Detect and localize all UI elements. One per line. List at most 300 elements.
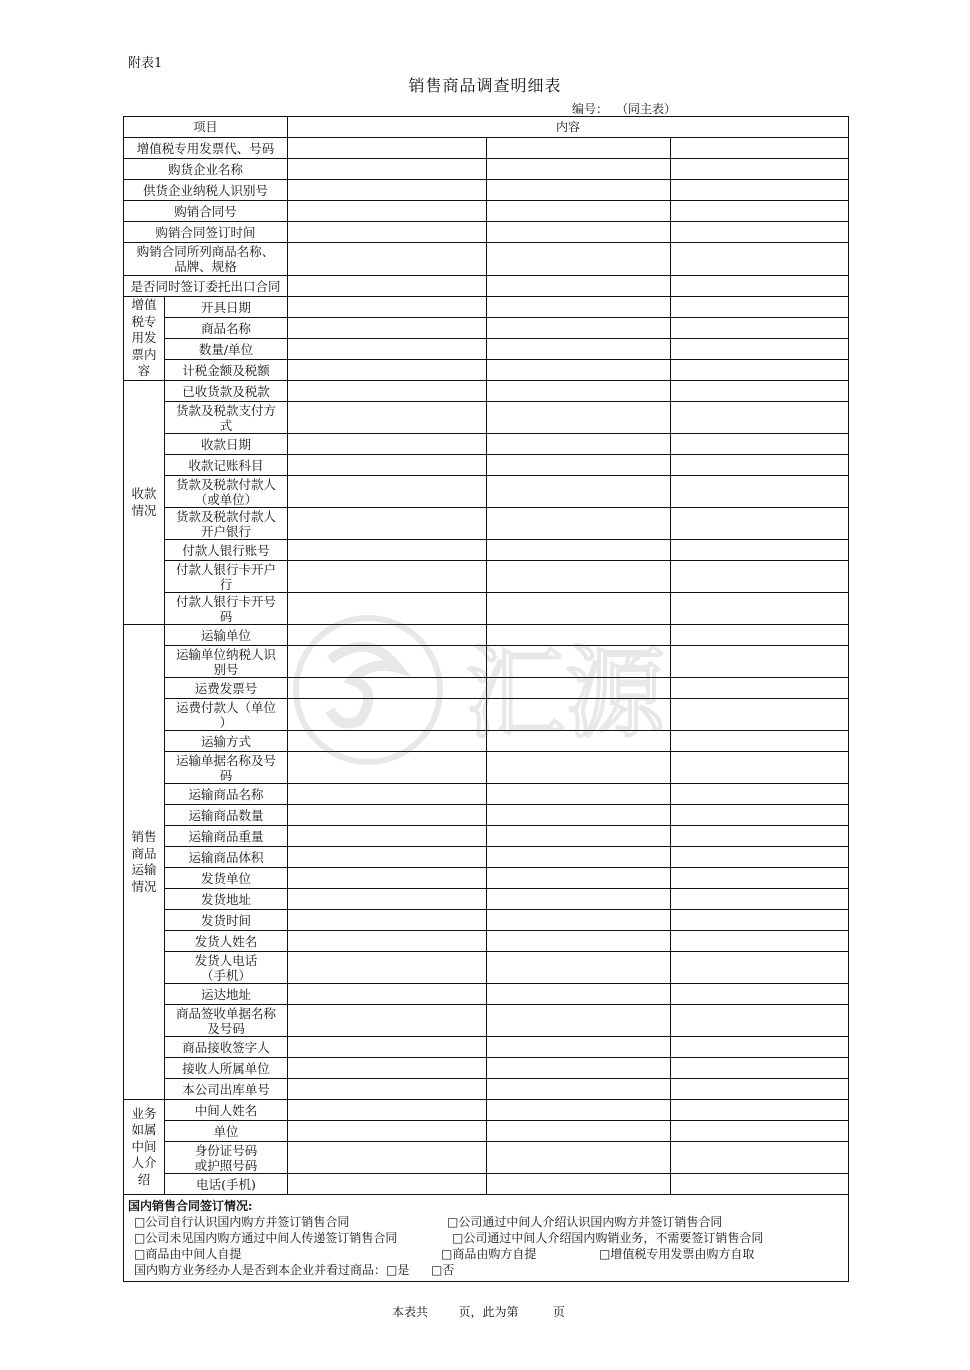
content-cell[interactable] bbox=[671, 180, 849, 201]
content-cell[interactable] bbox=[671, 1142, 849, 1174]
row-label-line: 码 bbox=[219, 608, 233, 624]
row-label-line: 运费付款人（单位 bbox=[176, 699, 277, 715]
content-cell[interactable] bbox=[487, 476, 671, 508]
content-cell[interactable] bbox=[288, 699, 487, 731]
row-label bbox=[165, 508, 288, 540]
group-label-line: 人介 bbox=[131, 1155, 157, 1171]
row-label bbox=[165, 339, 288, 360]
content-cell[interactable] bbox=[487, 381, 671, 402]
content-cell[interactable] bbox=[288, 984, 487, 1005]
content-cell[interactable] bbox=[671, 222, 849, 243]
row-label-line: 电话(手机) bbox=[196, 1176, 256, 1192]
content-cell[interactable] bbox=[487, 889, 671, 910]
content-cell[interactable] bbox=[671, 276, 849, 297]
content-cell[interactable] bbox=[288, 339, 487, 360]
row-label-line: 运输单位 bbox=[201, 627, 252, 643]
group-label-line: 收款 bbox=[131, 486, 157, 501]
table-row bbox=[124, 159, 849, 180]
content-cell[interactable] bbox=[671, 339, 849, 360]
contract-status-box bbox=[124, 1195, 849, 1282]
content-cell[interactable] bbox=[671, 1037, 849, 1058]
content-cell[interactable] bbox=[671, 159, 849, 180]
table-row bbox=[124, 318, 849, 339]
table-row bbox=[124, 593, 849, 625]
option-line bbox=[128, 1230, 838, 1246]
row-label: 供货企业纳税人识别号 bbox=[124, 180, 288, 201]
row-label-line: 运费发票号 bbox=[194, 680, 258, 696]
content-cell[interactable] bbox=[487, 826, 671, 847]
content-cell[interactable] bbox=[288, 646, 487, 678]
content-cell[interactable] bbox=[487, 318, 671, 339]
content-cell[interactable] bbox=[288, 731, 487, 752]
content-cell[interactable] bbox=[671, 805, 849, 826]
content-cell[interactable] bbox=[671, 1121, 849, 1142]
content-cell[interactable] bbox=[288, 931, 487, 952]
content-cell[interactable] bbox=[487, 1037, 671, 1058]
row-label bbox=[165, 678, 288, 699]
content-cell[interactable] bbox=[487, 508, 671, 540]
content-cell[interactable] bbox=[288, 826, 487, 847]
content-cell[interactable] bbox=[288, 402, 487, 434]
group-label-line: 税专 bbox=[131, 313, 157, 329]
content-cell[interactable] bbox=[288, 910, 487, 931]
row-label bbox=[165, 1058, 288, 1079]
invoice-group-label bbox=[124, 297, 165, 381]
content-cell[interactable] bbox=[288, 540, 487, 561]
content-cell[interactable] bbox=[487, 434, 671, 455]
content-cell[interactable] bbox=[288, 508, 487, 540]
table-row bbox=[124, 180, 849, 201]
content-cell[interactable] bbox=[288, 201, 487, 222]
row-label-line: 本公司出库单号 bbox=[182, 1081, 270, 1097]
row-label-line: 式 bbox=[219, 417, 233, 433]
content-cell[interactable] bbox=[288, 805, 487, 826]
content-cell[interactable] bbox=[671, 540, 849, 561]
row-label-line: 发货人电话 bbox=[194, 952, 258, 968]
visit-question: 国内购方业务经办人是否到本企业并看过商品： bbox=[134, 1263, 387, 1277]
content-cell[interactable] bbox=[487, 138, 671, 159]
row-label: 是否同时签订委托出口合同 bbox=[124, 276, 288, 297]
appendix-label: 附表1 bbox=[128, 56, 163, 71]
row-label-line: 中间人姓名 bbox=[194, 1102, 258, 1118]
row-label-line: 运输商品重量 bbox=[188, 828, 264, 844]
page-footer bbox=[392, 1303, 565, 1320]
row-label-line: 计税金额及税额 bbox=[182, 362, 270, 378]
content-cell[interactable] bbox=[671, 847, 849, 868]
content-cell[interactable] bbox=[487, 276, 671, 297]
content-cell[interactable] bbox=[487, 784, 671, 805]
table-row bbox=[124, 752, 849, 784]
payment-group-label bbox=[124, 381, 165, 625]
row-label bbox=[165, 784, 288, 805]
row-label-line: ） bbox=[219, 714, 233, 730]
content-cell[interactable] bbox=[288, 180, 487, 201]
table-row bbox=[124, 276, 849, 297]
answer-no[interactable]: □否 bbox=[431, 1263, 455, 1277]
row-label-line: 发货地址 bbox=[201, 891, 252, 907]
content-cell[interactable] bbox=[288, 381, 487, 402]
row-label bbox=[165, 297, 288, 318]
group-label-line: 情况 bbox=[131, 502, 157, 518]
row-label-line: 收款日期 bbox=[201, 436, 252, 452]
content-cell[interactable] bbox=[288, 455, 487, 476]
content-cell[interactable] bbox=[671, 434, 849, 455]
row-label-line: 单位 bbox=[213, 1123, 239, 1139]
content-cell[interactable] bbox=[671, 678, 849, 699]
group-label-line: 容 bbox=[137, 363, 151, 379]
row-label-line: 货款及税款支付方 bbox=[176, 402, 277, 418]
table-row bbox=[124, 826, 849, 847]
content-cell[interactable] bbox=[288, 360, 487, 381]
group-label-line: 销售 bbox=[131, 829, 157, 844]
content-cell[interactable] bbox=[487, 931, 671, 952]
group-label-line: 中间 bbox=[131, 1138, 157, 1154]
row-label-line: 商品接收签字人 bbox=[182, 1039, 270, 1055]
table-row bbox=[124, 1037, 849, 1058]
content-cell[interactable] bbox=[288, 868, 487, 889]
row-label bbox=[165, 931, 288, 952]
content-cell[interactable] bbox=[487, 159, 671, 180]
content-cell[interactable] bbox=[671, 561, 849, 593]
page-total-suffix: 页，此为第 bbox=[458, 1305, 519, 1319]
row-label-line: 身份证号码 bbox=[194, 1142, 258, 1158]
column-header-item: 项目 bbox=[124, 117, 288, 138]
table-row bbox=[124, 646, 849, 678]
table-row bbox=[124, 201, 849, 222]
row-label bbox=[165, 434, 288, 455]
content-cell[interactable] bbox=[671, 138, 849, 159]
contract-status-title: 国内销售合同签订情况: bbox=[128, 1199, 253, 1213]
content-cell[interactable] bbox=[671, 455, 849, 476]
content-cell[interactable] bbox=[288, 1100, 487, 1121]
content-cell[interactable] bbox=[671, 931, 849, 952]
row-label-line: 接收人所属单位 bbox=[182, 1060, 270, 1076]
content-cell[interactable] bbox=[671, 318, 849, 339]
content-cell[interactable] bbox=[288, 593, 487, 625]
group-label-line: 情况 bbox=[131, 878, 157, 894]
table-row bbox=[124, 476, 849, 508]
content-cell[interactable] bbox=[671, 889, 849, 910]
row-label bbox=[165, 1079, 288, 1100]
row-label bbox=[165, 868, 288, 889]
group-label-line: 票内 bbox=[131, 346, 157, 362]
row-label bbox=[165, 889, 288, 910]
content-cell[interactable] bbox=[671, 297, 849, 318]
option-intermediary-found[interactable]: □公司通过中间人介绍认识国内购方并签订销售合同 bbox=[447, 1215, 723, 1229]
content-cell[interactable] bbox=[671, 476, 849, 508]
content-cell[interactable] bbox=[487, 201, 671, 222]
answer-yes[interactable]: □是 bbox=[386, 1263, 410, 1277]
content-cell[interactable] bbox=[288, 784, 487, 805]
intermediary-group-label bbox=[124, 1100, 165, 1195]
row-label bbox=[165, 731, 288, 752]
table-row bbox=[124, 243, 849, 276]
row-label-line: 开户银行 bbox=[201, 523, 252, 539]
row-label: 增值税专用发票代、号码 bbox=[124, 138, 288, 159]
table-row bbox=[124, 625, 849, 646]
content-cell[interactable] bbox=[671, 952, 849, 984]
content-cell[interactable] bbox=[671, 910, 849, 931]
question-line bbox=[128, 1262, 838, 1278]
content-cell[interactable] bbox=[288, 625, 487, 646]
option-buyer-pickup[interactable]: □商品由购方自提 bbox=[441, 1247, 537, 1261]
table-row bbox=[124, 402, 849, 434]
content-cell[interactable] bbox=[671, 1058, 849, 1079]
row-label: 购销合同签订时间 bbox=[124, 222, 288, 243]
table-row bbox=[124, 540, 849, 561]
content-cell[interactable] bbox=[487, 847, 671, 868]
content-cell[interactable] bbox=[288, 847, 487, 868]
row-label bbox=[124, 243, 288, 276]
row-label-line: （手机） bbox=[201, 967, 252, 983]
content-cell[interactable] bbox=[288, 1037, 487, 1058]
option-self-found[interactable]: □公司自行认识国内购方并签订销售合同 bbox=[134, 1215, 350, 1229]
content-cell[interactable] bbox=[288, 318, 487, 339]
content-cell[interactable] bbox=[288, 952, 487, 984]
row-label: 购货企业名称 bbox=[124, 159, 288, 180]
row-label bbox=[165, 805, 288, 826]
header-row bbox=[124, 117, 849, 138]
content-cell[interactable] bbox=[288, 243, 487, 276]
content-cell[interactable] bbox=[288, 678, 487, 699]
content-cell[interactable] bbox=[671, 625, 849, 646]
row-label-line: 或护照号码 bbox=[194, 1157, 258, 1173]
content-cell[interactable] bbox=[671, 360, 849, 381]
table-row bbox=[124, 868, 849, 889]
row-label-line: 别号 bbox=[213, 661, 239, 677]
group-label-line: 业务 bbox=[131, 1105, 157, 1121]
row-label-line: 付款人银行卡开号 bbox=[176, 593, 277, 609]
row-label-line: 运输商品体积 bbox=[188, 849, 264, 865]
option-no-contract[interactable]: □公司通过中间人介绍国内购销业务，不需要签订销售合同 bbox=[452, 1231, 764, 1245]
content-cell[interactable] bbox=[671, 731, 849, 752]
page-current-suffix: 页 bbox=[552, 1305, 565, 1319]
row-label-line: （或单位） bbox=[194, 491, 258, 507]
content-cell[interactable] bbox=[288, 138, 487, 159]
content-cell[interactable] bbox=[671, 826, 849, 847]
row-label-line: 付款人银行账号 bbox=[182, 542, 270, 558]
content-cell[interactable] bbox=[487, 910, 671, 931]
content-cell[interactable] bbox=[671, 593, 849, 625]
content-cell[interactable] bbox=[671, 1005, 849, 1037]
row-label-line: 运输商品数量 bbox=[188, 807, 264, 823]
page-total-prefix: 本表共 bbox=[392, 1305, 429, 1319]
content-cell[interactable] bbox=[487, 1174, 671, 1195]
watermark-text: 汇源 bbox=[465, 635, 665, 752]
content-cell[interactable] bbox=[288, 752, 487, 784]
content-cell[interactable] bbox=[487, 339, 671, 360]
table-row bbox=[124, 1174, 849, 1195]
table-row bbox=[124, 699, 849, 731]
table-row bbox=[124, 561, 849, 593]
content-cell[interactable] bbox=[487, 699, 671, 731]
row-label bbox=[165, 952, 288, 984]
table-row bbox=[124, 805, 849, 826]
table-row bbox=[124, 952, 849, 984]
content-cell[interactable] bbox=[487, 1121, 671, 1142]
table-row bbox=[124, 847, 849, 868]
content-cell[interactable] bbox=[487, 805, 671, 826]
content-cell[interactable] bbox=[487, 1058, 671, 1079]
content-cell[interactable] bbox=[487, 984, 671, 1005]
row-label-line: 发货人姓名 bbox=[194, 933, 258, 949]
row-label-line: 码 bbox=[219, 767, 233, 783]
row-label-line: 运输单位纳税人识 bbox=[176, 646, 277, 662]
row-label bbox=[165, 646, 288, 678]
content-cell[interactable] bbox=[487, 561, 671, 593]
content-cell[interactable] bbox=[487, 678, 671, 699]
content-cell[interactable] bbox=[671, 381, 849, 402]
row-label: 购销合同号 bbox=[124, 201, 288, 222]
row-label bbox=[165, 1100, 288, 1121]
row-label bbox=[165, 561, 288, 593]
content-cell[interactable] bbox=[487, 297, 671, 318]
content-cell[interactable] bbox=[288, 276, 487, 297]
table-row bbox=[124, 434, 849, 455]
group-label-line: 绍 bbox=[137, 1171, 151, 1187]
survey-table bbox=[123, 116, 849, 1282]
content-cell[interactable] bbox=[671, 1100, 849, 1121]
table-row bbox=[124, 360, 849, 381]
content-cell[interactable] bbox=[288, 1174, 487, 1195]
table-row bbox=[124, 222, 849, 243]
serial-note: （同主表） bbox=[616, 102, 677, 116]
content-cell[interactable] bbox=[487, 222, 671, 243]
content-cell[interactable] bbox=[487, 1100, 671, 1121]
content-cell[interactable] bbox=[288, 476, 487, 508]
row-label bbox=[165, 752, 288, 784]
content-cell[interactable] bbox=[487, 731, 671, 752]
content-cell[interactable] bbox=[487, 243, 671, 276]
table-row bbox=[124, 1058, 849, 1079]
row-label bbox=[165, 1037, 288, 1058]
content-cell[interactable] bbox=[671, 868, 849, 889]
row-label bbox=[165, 360, 288, 381]
row-label bbox=[165, 1005, 288, 1037]
row-label-line: 数量/单位 bbox=[198, 341, 254, 357]
content-cell[interactable] bbox=[487, 180, 671, 201]
content-cell[interactable] bbox=[487, 402, 671, 434]
table-row bbox=[124, 910, 849, 931]
content-cell[interactable] bbox=[487, 752, 671, 784]
row-label bbox=[165, 402, 288, 434]
row-label bbox=[165, 1121, 288, 1142]
content-cell[interactable] bbox=[671, 752, 849, 784]
serial-label: 编号： bbox=[572, 102, 609, 116]
content-cell[interactable] bbox=[487, 1079, 671, 1100]
content-cell[interactable] bbox=[671, 243, 849, 276]
content-cell[interactable] bbox=[288, 561, 487, 593]
table-row bbox=[124, 889, 849, 910]
row-label-line: 付款人银行卡开户 bbox=[176, 561, 277, 577]
row-label bbox=[165, 625, 288, 646]
content-cell[interactable] bbox=[288, 1058, 487, 1079]
row-label-line: 行 bbox=[219, 576, 233, 592]
row-label-line: 运输商品名称 bbox=[188, 786, 264, 802]
content-cell[interactable] bbox=[288, 1142, 487, 1174]
row-label bbox=[165, 826, 288, 847]
content-cell[interactable] bbox=[487, 360, 671, 381]
table-row bbox=[124, 1142, 849, 1174]
content-cell[interactable] bbox=[671, 784, 849, 805]
content-cell[interactable] bbox=[671, 699, 849, 731]
content-cell[interactable] bbox=[487, 868, 671, 889]
option-invoice-pickup[interactable]: □增值税专用发票由购方自取 bbox=[599, 1247, 755, 1261]
content-cell[interactable] bbox=[671, 1079, 849, 1100]
row-label-line: 品牌、规格 bbox=[174, 259, 237, 274]
content-cell[interactable] bbox=[288, 1005, 487, 1037]
table-row bbox=[124, 1079, 849, 1100]
table-row bbox=[124, 931, 849, 952]
option-not-met[interactable]: □公司未见国内购方通过中间人传递签订销售合同 bbox=[134, 1231, 398, 1245]
column-header-content: 内容 bbox=[288, 117, 849, 138]
content-cell[interactable] bbox=[671, 402, 849, 434]
content-cell[interactable] bbox=[487, 593, 671, 625]
row-label-line: 货款及税款付款人 bbox=[176, 508, 277, 524]
row-label-line: 商品签收单据名称 bbox=[176, 1005, 277, 1021]
row-label-line: 收款记账科目 bbox=[188, 457, 264, 473]
content-cell[interactable] bbox=[487, 540, 671, 561]
row-label-line: 运达地址 bbox=[201, 986, 252, 1002]
group-label-line: 如属 bbox=[131, 1122, 157, 1138]
content-cell[interactable] bbox=[487, 952, 671, 984]
table-row bbox=[124, 1005, 849, 1037]
option-line bbox=[128, 1214, 838, 1230]
content-cell[interactable] bbox=[288, 1121, 487, 1142]
content-cell[interactable] bbox=[288, 434, 487, 455]
row-label bbox=[165, 318, 288, 339]
content-cell[interactable] bbox=[288, 297, 487, 318]
content-cell[interactable] bbox=[288, 889, 487, 910]
row-label-line: 已收货款及税款 bbox=[182, 383, 270, 399]
table-row bbox=[124, 455, 849, 476]
content-cell[interactable] bbox=[487, 1005, 671, 1037]
row-label-line: 运输方式 bbox=[201, 733, 252, 749]
table-row bbox=[124, 297, 849, 318]
option-intermediary-pickup[interactable]: □商品由中间人自提 bbox=[134, 1247, 242, 1261]
table-row bbox=[124, 138, 849, 159]
content-cell[interactable] bbox=[671, 508, 849, 540]
row-label bbox=[165, 476, 288, 508]
content-cell[interactable] bbox=[288, 159, 487, 180]
content-cell[interactable] bbox=[487, 646, 671, 678]
row-label-line: 运输单据名称及号 bbox=[176, 752, 277, 768]
content-cell[interactable] bbox=[671, 201, 849, 222]
content-cell[interactable] bbox=[487, 1142, 671, 1174]
content-cell[interactable] bbox=[671, 984, 849, 1005]
row-label bbox=[165, 1142, 288, 1174]
table-row bbox=[124, 678, 849, 699]
row-label bbox=[165, 910, 288, 931]
content-cell[interactable] bbox=[671, 646, 849, 678]
row-label bbox=[165, 540, 288, 561]
row-label-line: 货款及税款付款人 bbox=[176, 476, 277, 492]
table-row bbox=[124, 339, 849, 360]
content-cell[interactable] bbox=[671, 1174, 849, 1195]
row-label-line: 及号码 bbox=[207, 1020, 245, 1036]
row-label-line: 开具日期 bbox=[201, 299, 252, 315]
content-cell[interactable] bbox=[487, 455, 671, 476]
table-row bbox=[124, 784, 849, 805]
row-label bbox=[165, 847, 288, 868]
table-row bbox=[124, 731, 849, 752]
group-label-line: 运输 bbox=[131, 862, 157, 877]
content-cell[interactable] bbox=[288, 1079, 487, 1100]
page-title: 销售商品调查明细表 bbox=[408, 76, 562, 95]
row-label-line: 发货单位 bbox=[201, 870, 252, 886]
content-cell[interactable] bbox=[487, 625, 671, 646]
content-cell[interactable] bbox=[288, 222, 487, 243]
